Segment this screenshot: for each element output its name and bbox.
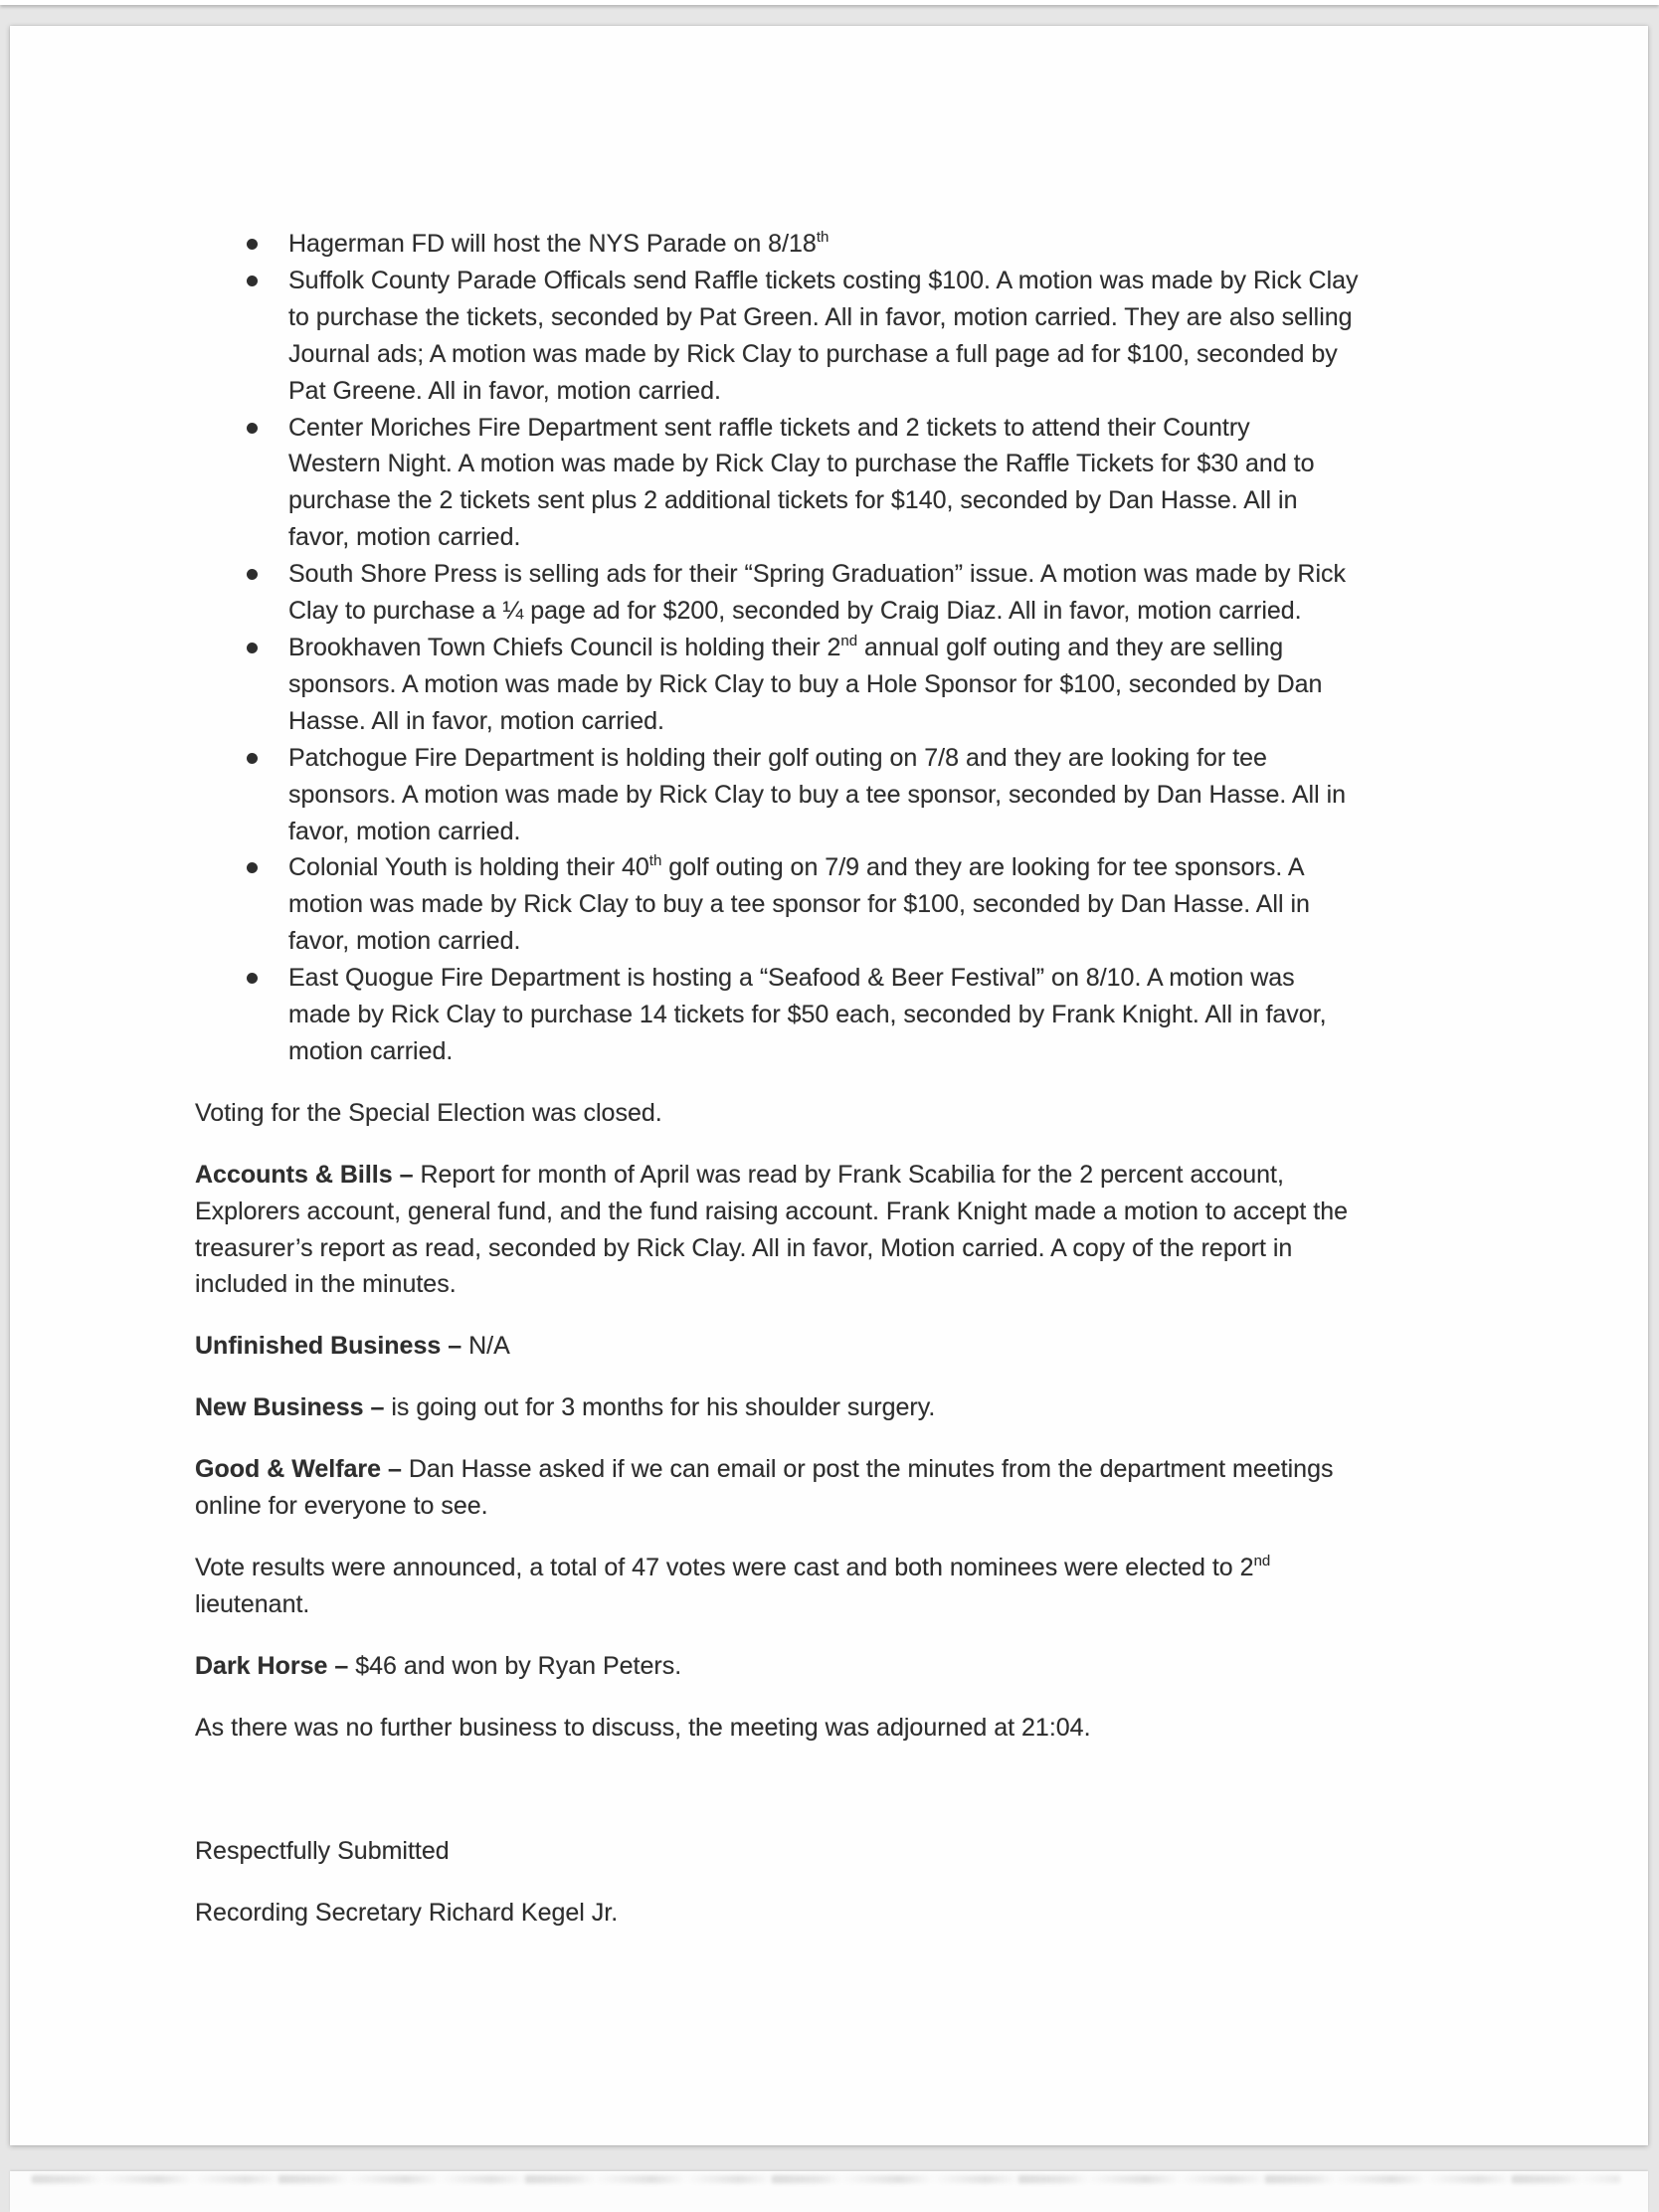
text-segment: As there was no further business to discuss, the meeting was adjourned at 21:04. (195, 1713, 1091, 1742)
text-segment: sponsors. A motion was made by Rick Clay to buy a Hole Sponsor for $100, seconded by Dan (288, 669, 1323, 698)
text-segment: Hasse. All in favor, motion carried. (288, 706, 664, 735)
text-segment: favor, motion carried. (288, 817, 521, 845)
text-line (288, 997, 1327, 1033)
text-segment: Vote results were announced, a total of 47 votes were cast and both nominees were elected to 2 (195, 1554, 1254, 1581)
bullet-dot-icon (195, 556, 288, 630)
text-line (195, 1550, 1588, 1586)
paragraph (195, 1389, 1588, 1426)
next-page-top-edge (10, 2171, 1648, 2212)
bullet-item (195, 849, 1588, 960)
paragraph (195, 1550, 1588, 1623)
superscript-segment: nd (1253, 1553, 1271, 1569)
text-segment: Center Moriches Fire Department sent raffle tickets and 2 tickets to attend their Country (288, 413, 1250, 442)
text-segment: N/A (468, 1332, 510, 1361)
text-line (288, 446, 1315, 482)
text-segment: Clay to purchase a ¼ page ad for $200, seconded by Craig Diaz. All in favor, motion carried. (288, 597, 1302, 626)
paragraph (195, 1451, 1588, 1525)
text-segment: Explorers account, general fund, and the fund raising account. Frank Knight made a motion to accept the (195, 1197, 1349, 1225)
next-page-faint-text (32, 2175, 1620, 2183)
bullet-item (195, 630, 1588, 740)
text-line (195, 1230, 1588, 1267)
text-line (195, 1451, 1588, 1488)
text-segment: Western Night. A motion was made by Rick Clay to purchase the Raffle Tickets for $30 and to (288, 450, 1315, 478)
text-segment: Report for month of April was read by Frank Scabilia for the 2 percent account, (420, 1160, 1284, 1189)
text-segment: annual golf outing and they are selling (857, 633, 1284, 661)
text-segment: motion was made by Rick Clay to buy a tee sponsor for $100, seconded by Dan Hasse. All in (288, 890, 1310, 919)
bold-text-segment: Good & Welfare – (195, 1455, 409, 1484)
text-line (195, 1710, 1588, 1747)
text-segment: treasurer’s report as read, seconded by Rick Clay. All in favor, Motion carried. A copy of the report in (195, 1233, 1293, 1262)
paragraph (195, 1157, 1588, 1304)
text-segment: purchase the 2 tickets sent plus 2 additional tickets for $140, seconded by Dan Hasse. All in (288, 486, 1298, 515)
text-line (288, 630, 1322, 666)
text-segment: Journal ads; A motion was made by Rick Clay to purchase a full page ad for $100, seconded by (288, 339, 1338, 368)
text-segment: lieutenant. (195, 1589, 310, 1618)
document-content (10, 26, 1648, 1931)
bullet-text (288, 263, 1359, 410)
text-segment: favor, motion carried. (288, 523, 521, 552)
superscript-segment: th (816, 229, 830, 246)
text-segment: Recording Secretary Richard Kegel Jr. (195, 1898, 619, 1927)
text-line (195, 1157, 1588, 1194)
bullet-item (195, 263, 1588, 410)
text-line (288, 666, 1322, 703)
text-segment: to purchase the tickets, seconded by Pat Green. All in favor, motion carried. They are also selling (288, 302, 1353, 331)
text-line (288, 777, 1346, 814)
superscript-segment: nd (840, 632, 858, 649)
text-segment: sponsors. A motion was made by Rick Clay to buy a tee sponsor, seconded by Dan Hasse. All in (288, 780, 1347, 809)
text-line (288, 519, 1315, 556)
text-line (288, 814, 1346, 850)
paragraph (195, 1895, 1588, 1932)
bullet-text (288, 556, 1346, 630)
text-segment: Colonial Youth is holding their 40 (288, 853, 649, 882)
text-line (288, 299, 1359, 336)
bold-text-segment: New Business – (195, 1393, 392, 1422)
text-line (195, 1895, 1588, 1932)
document-page (10, 26, 1648, 2145)
bullet-dot-icon (195, 226, 288, 263)
paragraph (195, 1328, 1588, 1365)
text-line (288, 226, 829, 263)
bullet-text (288, 960, 1327, 1070)
previous-page-bottom-edge (0, 0, 1659, 5)
text-segment: Dan Hasse asked if we can email or post the minutes from the department meetings (408, 1455, 1334, 1484)
text-segment: East Quogue Fire Department is hosting a “Seafood & Beer Festival” on 8/10. A motion was (288, 964, 1295, 993)
text-line (288, 593, 1346, 630)
text-segment: Respectfully Submitted (195, 1836, 450, 1865)
text-line (195, 1488, 1588, 1525)
bullet-dot-icon (195, 960, 288, 1070)
text-line (288, 703, 1322, 740)
text-line (288, 410, 1315, 447)
bullet-item (195, 556, 1588, 630)
bullet-dot-icon (195, 410, 288, 557)
text-line (288, 849, 1310, 886)
text-segment: Voting for the Special Election was closed. (195, 1098, 662, 1127)
bold-text-segment: Unfinished Business – (195, 1332, 469, 1361)
bullet-dot-icon (195, 849, 288, 960)
text-segment: Hagerman FD will host the NYS Parade on 8/18 (288, 230, 817, 258)
paragraph (195, 1095, 1588, 1132)
text-line (195, 1266, 1588, 1303)
superscript-segment: th (648, 852, 662, 870)
text-line (195, 1389, 1588, 1426)
bullet-text (288, 849, 1310, 960)
bullet-dot-icon (195, 630, 288, 740)
text-segment: Brookhaven Town Chiefs Council is holding their 2 (288, 633, 841, 661)
text-line (288, 1033, 1327, 1070)
text-line (288, 740, 1346, 777)
text-segment: favor, motion carried. (288, 927, 521, 956)
text-line (288, 923, 1310, 960)
text-line (195, 1095, 1588, 1132)
text-line (288, 482, 1315, 519)
bullet-item (195, 226, 1588, 263)
bullet-item (195, 410, 1588, 557)
text-segment: made by Rick Clay to purchase 14 tickets for $50 each, seconded by Frank Knight. All in favor, (288, 1001, 1327, 1029)
paragraph (195, 1833, 1588, 1870)
bold-text-segment: Dark Horse – (195, 1651, 356, 1680)
text-line (288, 556, 1346, 593)
text-line (195, 1194, 1588, 1230)
text-line (195, 1586, 1588, 1623)
text-segment: Pat Greene. All in favor, motion carried. (288, 376, 721, 405)
text-segment: online for everyone to see. (195, 1492, 488, 1521)
text-line (288, 263, 1359, 299)
text-segment: motion carried. (288, 1036, 454, 1065)
text-line (288, 373, 1359, 410)
text-segment: Suffolk County Parade Officals send Raffle tickets costing $100. A motion was made by Rick Clay (288, 266, 1359, 294)
bullet-dot-icon (195, 740, 288, 850)
text-line (195, 1648, 1588, 1685)
text-line (195, 1328, 1588, 1365)
bullet-item (195, 740, 1588, 850)
text-line (288, 336, 1359, 373)
paragraph (195, 1648, 1588, 1685)
paragraph (195, 1710, 1588, 1747)
text-segment: golf outing on 7/9 and they are looking for tee sponsors. A (661, 853, 1305, 882)
bullet-text (288, 630, 1322, 740)
text-segment: included in the minutes. (195, 1270, 457, 1299)
bullet-text (288, 226, 829, 263)
bullet-dot-icon (195, 263, 288, 410)
text-line (288, 960, 1327, 997)
text-segment: Patchogue Fire Department is holding their golf outing on 7/8 and they are looking for tee (288, 743, 1267, 772)
text-segment: $46 and won by Ryan Peters. (355, 1651, 682, 1680)
bullet-text (288, 740, 1346, 850)
text-line (195, 1833, 1588, 1870)
bullet-item (195, 960, 1588, 1070)
text-line (288, 886, 1310, 923)
text-segment: is going out for 3 months for his shoulder surgery. (391, 1393, 936, 1422)
bold-text-segment: Accounts & Bills – (195, 1160, 421, 1189)
text-segment: South Shore Press is selling ads for their “Spring Graduation” issue. A motion was made by Rick (288, 560, 1347, 589)
bullet-text (288, 410, 1315, 557)
